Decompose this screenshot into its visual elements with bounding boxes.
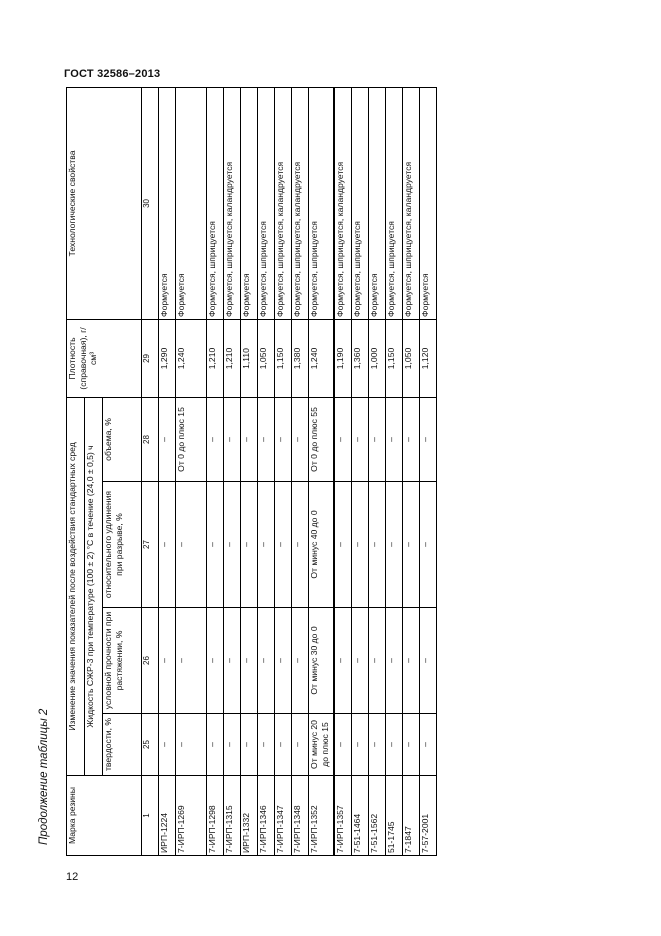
strength-cell: – xyxy=(420,608,437,714)
brand-cell: 51-1745 xyxy=(386,776,403,856)
volume-cell: – xyxy=(334,397,352,481)
elongation-cell: – xyxy=(352,482,369,608)
density-cell: 1,360 xyxy=(352,319,369,397)
strength-cell: От минус 30 до 0 xyxy=(309,608,335,714)
strength-cell: – xyxy=(275,608,292,714)
elongation-cell: – xyxy=(420,482,437,608)
strength-cell: – xyxy=(369,608,386,714)
hardness-cell: – xyxy=(224,714,241,776)
tech-cell: Формуется, шприцуется xyxy=(352,87,369,319)
volume-cell: – xyxy=(403,397,420,481)
elongation-cell: – xyxy=(292,482,309,608)
table-row xyxy=(258,87,275,855)
table-row xyxy=(207,87,224,855)
header-group-main: Изменение значения показателей после воздействия стандартных сред xyxy=(67,397,85,775)
elongation-cell: – xyxy=(176,482,207,608)
density-cell: 1,050 xyxy=(403,319,420,397)
header-hardness: твердости, % xyxy=(103,714,142,776)
rotated-table-wrapper xyxy=(66,88,446,856)
elongation-cell: – xyxy=(403,482,420,608)
table-row xyxy=(292,87,309,855)
table-caption: Продолжение таблицы 2 xyxy=(38,708,50,845)
density-cell: 1,120 xyxy=(420,319,437,397)
strength-cell: – xyxy=(224,608,241,714)
hardness-cell: – xyxy=(176,714,207,776)
hardness-cell: – xyxy=(159,714,176,776)
column-number: 27 xyxy=(142,482,159,608)
hardness-cell: – xyxy=(403,714,420,776)
table-row xyxy=(275,87,292,855)
tech-cell: Формуется, шприцуется xyxy=(258,87,275,319)
tech-cell: Формуется, шприцуется xyxy=(386,87,403,319)
volume-cell: – xyxy=(207,397,224,481)
hardness-cell: – xyxy=(292,714,309,776)
header-tech: Технологические свойства xyxy=(67,87,142,319)
elongation-cell: – xyxy=(369,482,386,608)
volume-cell: – xyxy=(386,397,403,481)
header-group-sub: Жидкость СЖР-3 при температуре (100 ± 2) °С в течение (24,0 ± 0,5) ч xyxy=(85,397,103,775)
tech-cell: Формуется, шприцуется, каландруется xyxy=(334,87,352,319)
elongation-cell: – xyxy=(159,482,176,608)
table-body xyxy=(159,87,437,855)
column-number: 29 xyxy=(142,319,159,397)
table-row xyxy=(403,87,420,855)
header-elongation: относительного удлинения при разрыве, % xyxy=(103,482,142,608)
table-row xyxy=(334,87,352,855)
hardness-cell: – xyxy=(420,714,437,776)
brand-cell: 7-ИРП-1315 xyxy=(224,776,241,856)
strength-cell: – xyxy=(352,608,369,714)
volume-cell: – xyxy=(292,397,309,481)
properties-table xyxy=(66,87,437,856)
tech-cell: Формуется, шприцуется xyxy=(309,87,335,319)
tech-cell: Формуется, шприцуется, каландруется xyxy=(224,87,241,319)
hardness-cell: – xyxy=(275,714,292,776)
volume-cell: – xyxy=(159,397,176,481)
elongation-cell: – xyxy=(241,482,258,608)
brand-cell: 7-ИРП-1357 xyxy=(334,776,352,856)
brand-cell: 7-ИРП-1352 xyxy=(309,776,335,856)
brand-cell: 7-57-2001 xyxy=(420,776,437,856)
strength-cell: – xyxy=(258,608,275,714)
table-row xyxy=(352,87,369,855)
column-number: 30 xyxy=(142,87,159,319)
volume-cell: – xyxy=(352,397,369,481)
volume-cell: – xyxy=(420,397,437,481)
page-number: 12 xyxy=(66,871,79,883)
volume-cell: – xyxy=(258,397,275,481)
strength-cell: – xyxy=(403,608,420,714)
brand-cell: 7-51-1562 xyxy=(369,776,386,856)
strength-cell: – xyxy=(176,608,207,714)
volume-cell: – xyxy=(224,397,241,481)
density-cell: 1,290 xyxy=(159,319,176,397)
brand-cell: 7-ИРП-1298 xyxy=(207,776,224,856)
elongation-cell: – xyxy=(386,482,403,608)
brand-cell: 7-1847 xyxy=(403,776,420,856)
hardness-cell: – xyxy=(334,714,352,776)
brand-cell: 7-ИРП-1346 xyxy=(258,776,275,856)
table-row xyxy=(309,87,335,855)
elongation-cell: – xyxy=(275,482,292,608)
brand-cell: 7-ИРП-1347 xyxy=(275,776,292,856)
density-cell: 1,210 xyxy=(207,319,224,397)
strength-cell: – xyxy=(292,608,309,714)
hardness-cell: – xyxy=(241,714,258,776)
table-row xyxy=(176,87,207,855)
column-number: 1 xyxy=(142,776,159,856)
strength-cell: – xyxy=(207,608,224,714)
header-density: Плотность (справочная), г/см³ xyxy=(67,319,142,397)
strength-cell: – xyxy=(159,608,176,714)
header-volume: объема, % xyxy=(103,397,142,481)
table-row xyxy=(420,87,437,855)
tech-cell: Формуется xyxy=(420,87,437,319)
elongation-cell: – xyxy=(258,482,275,608)
elongation-cell: – xyxy=(334,482,352,608)
column-number: 26 xyxy=(142,608,159,714)
brand-cell: 7-51-1464 xyxy=(352,776,369,856)
volume-cell: От 0 до плюс 15 xyxy=(176,397,207,481)
density-cell: 1,000 xyxy=(369,319,386,397)
tech-cell: Формуется xyxy=(369,87,386,319)
strength-cell: – xyxy=(241,608,258,714)
header-brand: Марка резины xyxy=(67,776,142,856)
brand-cell: 7-ИРП-1348 xyxy=(292,776,309,856)
tech-cell: Формуется, шприцуется xyxy=(207,87,224,319)
density-cell: 1,150 xyxy=(275,319,292,397)
tech-cell: Формуется xyxy=(176,87,207,319)
hardness-cell: – xyxy=(258,714,275,776)
brand-cell: ИРП-1224 xyxy=(159,776,176,856)
hardness-cell: – xyxy=(352,714,369,776)
tech-cell: Формуется, шприцуется, каландруется xyxy=(403,87,420,319)
tech-cell: Формуется, шприцуется, каландруется xyxy=(275,87,292,319)
volume-cell: – xyxy=(241,397,258,481)
density-cell: 1,240 xyxy=(176,319,207,397)
volume-cell: – xyxy=(369,397,386,481)
brand-cell: 7-ИРП-1269 xyxy=(176,776,207,856)
document-title: ГОСТ 32586–2013 xyxy=(64,68,161,80)
hardness-cell: От минус 20 до плюс 15 xyxy=(309,714,335,776)
density-cell: 1,050 xyxy=(258,319,275,397)
brand-cell: ИРП-1332 xyxy=(241,776,258,856)
tech-cell: Формуется xyxy=(241,87,258,319)
elongation-cell: – xyxy=(207,482,224,608)
density-cell: 1,210 xyxy=(224,319,241,397)
volume-cell: – xyxy=(275,397,292,481)
elongation-cell: От минус 40 до 0 xyxy=(309,482,335,608)
table-row xyxy=(224,87,241,855)
density-cell: 1,150 xyxy=(386,319,403,397)
elongation-cell: – xyxy=(224,482,241,608)
hardness-cell: – xyxy=(207,714,224,776)
hardness-cell: – xyxy=(369,714,386,776)
density-cell: 1,110 xyxy=(241,319,258,397)
table-row xyxy=(159,87,176,855)
density-cell: 1,240 xyxy=(309,319,335,397)
column-number: 28 xyxy=(142,397,159,481)
strength-cell: – xyxy=(334,608,352,714)
tech-cell: Формуется xyxy=(159,87,176,319)
density-cell: 1,190 xyxy=(334,319,352,397)
header-strength: условной прочности при растяжении, % xyxy=(103,608,142,714)
table-row xyxy=(369,87,386,855)
hardness-cell: – xyxy=(386,714,403,776)
tech-cell: Формуется, шприцуется, каландруется xyxy=(292,87,309,319)
table-row xyxy=(386,87,403,855)
density-cell: 1,380 xyxy=(292,319,309,397)
table-row xyxy=(241,87,258,855)
strength-cell: – xyxy=(386,608,403,714)
volume-cell: От 0 до плюс 55 xyxy=(309,397,335,481)
column-number: 25 xyxy=(142,714,159,776)
